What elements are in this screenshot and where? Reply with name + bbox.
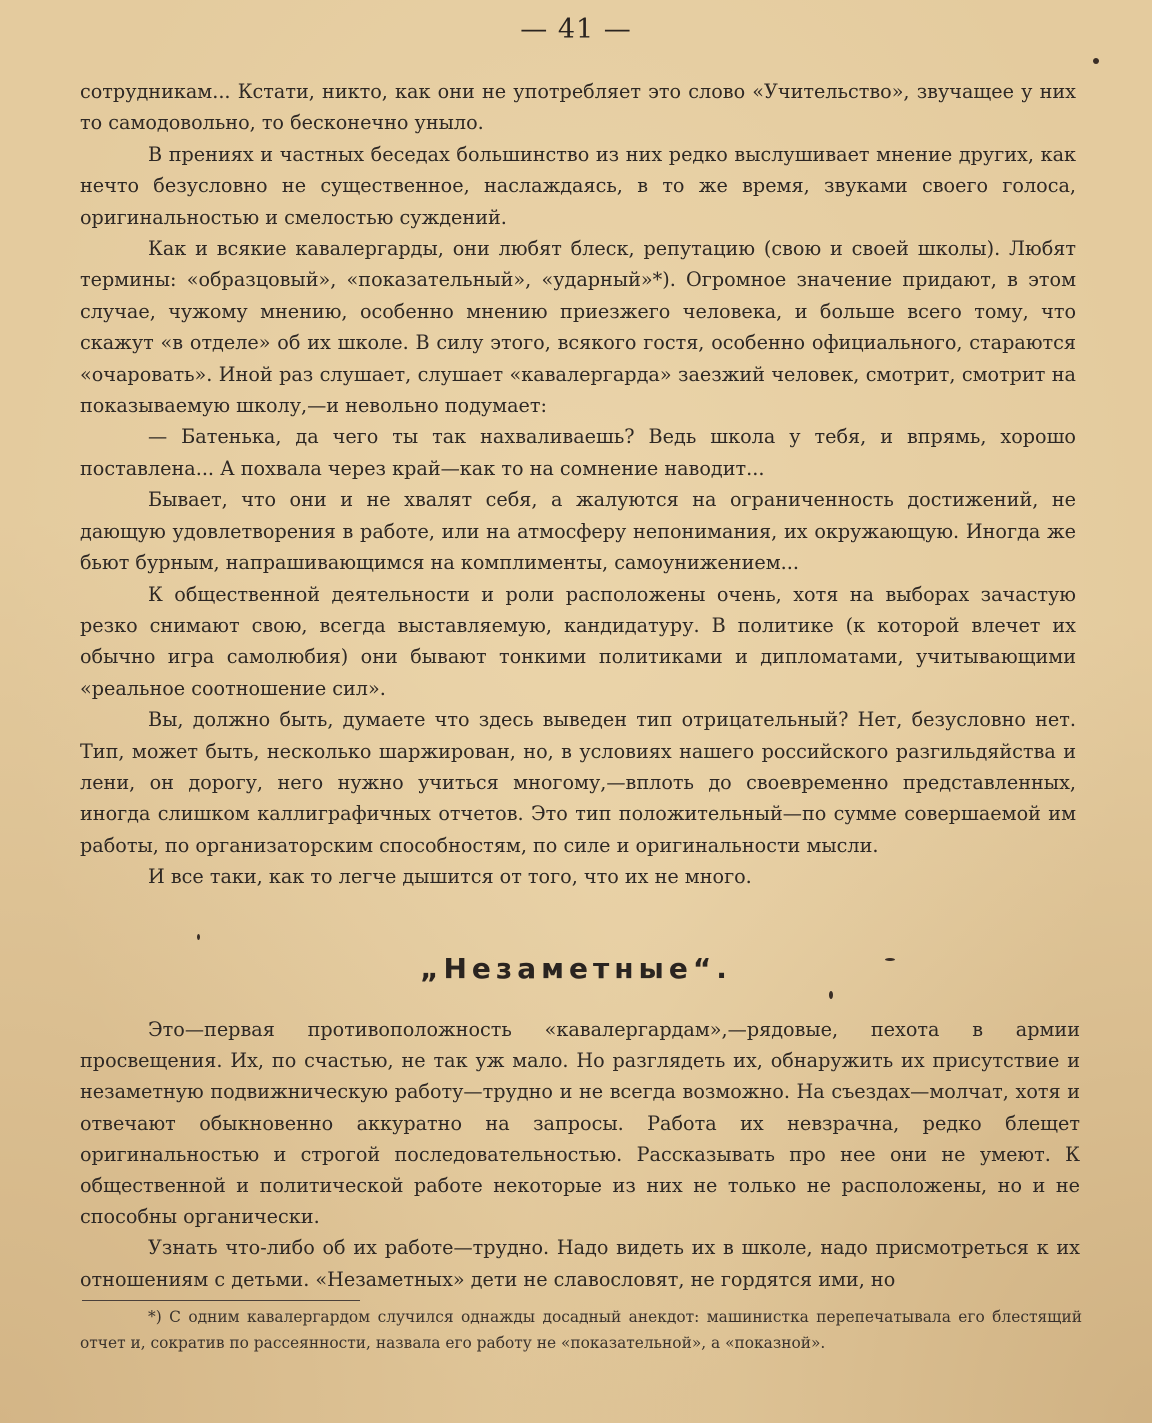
ink-speck	[1093, 58, 1099, 64]
paragraph: — Батенька, да чего ты так нахваливаешь? Ведь школа у тебя, и впрямь, хорошо поставлена... А похвала через край—как то на сомнение наводит...	[80, 425, 1076, 480]
paragraph: сотрудникам... Кстати, никто, как они не употребляет это слово «Учительство», звучащее у них то самодовольно, то бесконечно уныло.	[80, 80, 1076, 135]
ink-speck	[885, 958, 895, 961]
footnote-text: *) С одним кавалергардом случился однажды досадный анекдот: машинистка перепечатывала его блестящий отчет и, сократив по рассеянности, назвала его работу не «показательной», а «показной».	[80, 1308, 1082, 1352]
footnote-divider	[82, 1300, 360, 1301]
paragraph: И все таки, как то легче дышится от того, что их не много.	[148, 865, 752, 889]
ink-speck	[197, 934, 200, 940]
paragraph: Это—первая противоположность «кавалергардам»,—рядовые, пехота в армии просвещения. Их, по счастью, не так уж мало. Но разглядеть их, обнаружить их присутствие и незаметную подвижническую работу—трудно и не всегда возможно. На съездах—молчат, хотя и отвечают обыкновенно аккуратно на запросы. Работа их невзрачна, редко блещет оригинальностью и строгой последовательностью. Рассказывать про нее они не умеют. К общественной и политической работе некоторые из них не только не расположены, но и не способны органически.	[80, 1018, 1080, 1229]
footnote	[80, 1304, 1082, 1356]
page-number: — 41 —	[520, 14, 632, 45]
ink-speck	[829, 991, 833, 999]
section-title: „Незаметные“.	[420, 952, 732, 985]
paragraph: Как и всякие кавалергарды, они любят блеск, репутацию (свою и своей школы). Любят термины: «образцовый», «показательный», «ударный»*). Огромное значение придают, в этом случае, чужому мнению, особенно мнению приезжего человека, и больше всего тому, что скажут «в отделе» об их школе. В силу этого, всякого гостя, особенно официального, стараются «очаровать». Иной раз слушает, слушает «кавалергарда» заезжий человек, смотрит, смотрит на показываемую школу,—и невольно подумает:	[80, 237, 1076, 418]
paragraph: Бывает, что они и не хвалят себя, а жалуются на ограниченность достижений, не дающую удовлетворения в работе, или на атмосферу непонимания, их окружающую. Иногда же бьют бурным, напрашивающимся на комплименты, самоунижением...	[80, 488, 1076, 575]
main-text	[80, 76, 1076, 893]
paragraph: В прениях и частных беседах большинство из них редко выслушивает мнение других, как нечто безусловно не существенное, наслаждаясь, в то же время, звуками своего голоса, оригинальностью и смелостью суждений.	[80, 142, 1076, 229]
paragraph: Вы, должно быть, думаете что здесь выведен тип отрицательный? Нет, безусловно нет. Тип, может быть, несколько шаржирован, но, в условиях нашего российского разгильдяйства и лени, он дорогу, него нужно учиться многому,—вплоть до своевременно представленных, иногда слишком каллиграфичных отчетов. Это тип положительный—по сумме совершаемой им работы, по организаторским способностям, по силе и оригинальности мысли.	[80, 708, 1076, 857]
paragraph: К общественной деятельности и роли расположены очень, хотя на выборах зачастую резко снимают свою, всегда выставляемую, кандидатуру. В политике (к которой влечет их обычно игра самолюбия) они бывают тонкими политиками и дипломатами, учитывающими «реальное соотношение сил».	[80, 582, 1076, 700]
paragraph: Узнать что-либо об их работе—трудно. Надо видеть их в школе, надо присмотреться к их отношениям с детьми. «Незаметных» дети не славословят, не гордятся ими, но	[80, 1236, 1080, 1291]
section-text	[80, 1014, 1080, 1295]
